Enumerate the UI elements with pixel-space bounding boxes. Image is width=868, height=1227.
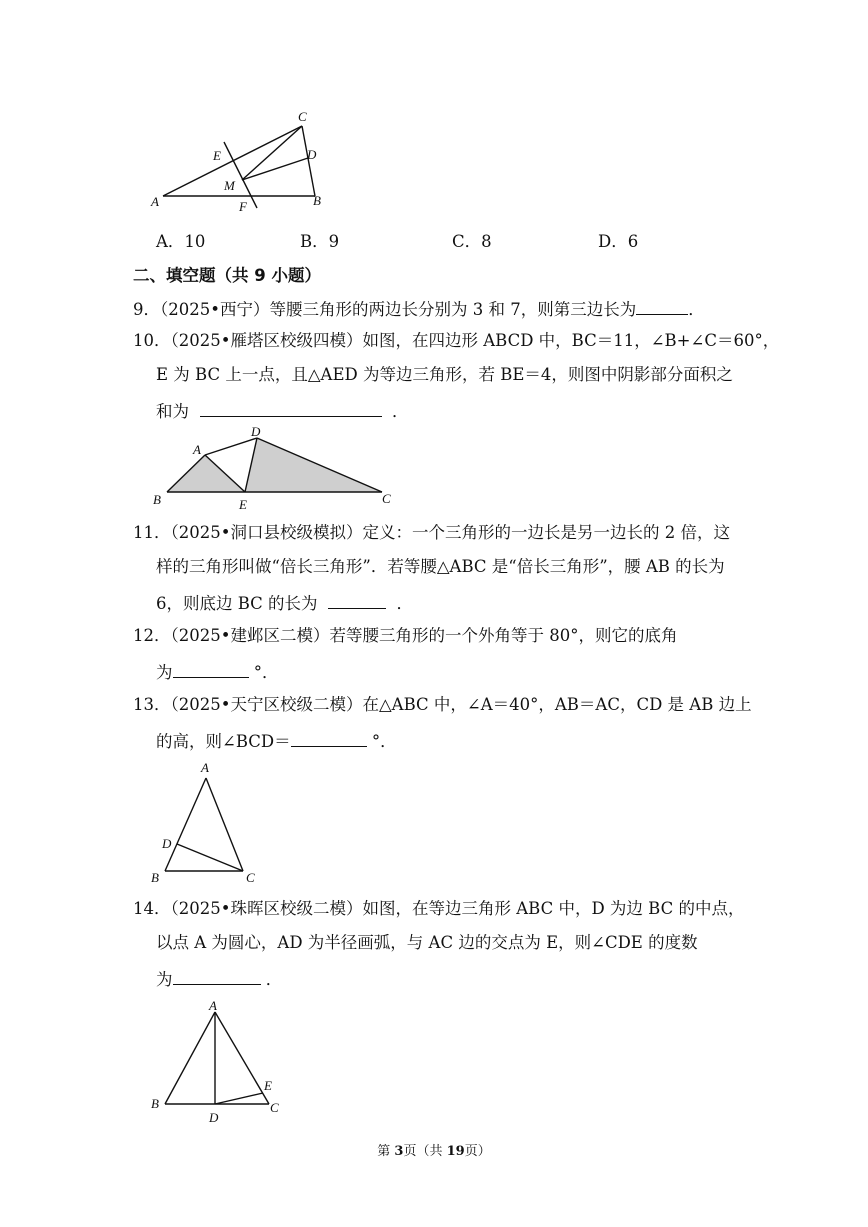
question-13-line1: 13．（2025•天宁区校级二模）在△ABC 中，∠A＝40°，AB＝AC，CD 是 AB 边上 — [133, 695, 752, 714]
fig14-label-c: C — [270, 1100, 279, 1115]
answer-blank[interactable] — [200, 398, 382, 417]
fig14-label-b: B — [151, 1096, 159, 1111]
fig13-label-b: B — [151, 870, 159, 885]
total-pages: 19 — [446, 1144, 465, 1159]
question-14-line2: 以点 A 为圆心，AD 为半径画弧，与 AC 边的交点为 E，则∠CDE 的度数 — [156, 933, 698, 952]
fig8-label-m: M — [224, 178, 235, 193]
page-footer: 第 3页（共 19页） — [377, 1144, 491, 1159]
fig8-label-f: F — [239, 199, 247, 214]
figure-q8 — [145, 108, 325, 216]
question-14-line1: 14．（2025•珠晖区校级二模）如图，在等边三角形 ABC 中，D 为边 BC 的中点， — [133, 899, 745, 918]
question-10-line1: 10．（2025•雁塔区校级四模）如图，在四边形 ABCD 中，BC＝11，∠B+∠C＝60°， — [133, 331, 780, 350]
question-9: 9．（2025•西宁）等腰三角形的两边长分别为 3 和 7，则第三边长为 ． — [133, 296, 705, 321]
option-d: D．6 — [598, 232, 639, 251]
answer-blank[interactable] — [636, 296, 688, 315]
question-10-line3: 和为 ． — [156, 398, 409, 423]
fig14-label-d: D — [209, 1110, 219, 1125]
fig13-label-c: C — [246, 870, 255, 885]
question-11-line3: 6，则底边 BC 的长为 ． — [156, 590, 413, 615]
fig14-label-a: A — [209, 998, 217, 1013]
fig8-label-d: D — [307, 147, 317, 162]
fig13-label-a: A — [201, 760, 209, 775]
question-13-line2: 的高，则∠BCD＝ °． — [156, 728, 397, 753]
fig10-label-b: B — [153, 492, 161, 507]
question-14-line3: 为 ． — [156, 966, 282, 991]
question-11-line1: 11．（2025•洞口县校级模拟）定义：一个三角形的一边长是另一边长的 2 倍，这 — [133, 523, 730, 542]
figure-q10 — [145, 422, 400, 514]
fig8-label-c: C — [298, 109, 307, 124]
fig10-label-d: D — [251, 424, 261, 439]
fig14-label-e: E — [264, 1078, 272, 1093]
section-title: 二、填空题（共 9 小题） — [133, 266, 321, 285]
answer-blank[interactable] — [291, 728, 367, 747]
answer-blank[interactable] — [173, 966, 261, 985]
fig13-label-d: D — [162, 836, 172, 851]
fig8-label-e: E — [213, 148, 221, 163]
fig10-label-c: C — [382, 491, 391, 506]
fig8-label-a: A — [151, 194, 159, 209]
question-12-line2: 为 °． — [156, 659, 279, 684]
figure-q14 — [145, 998, 290, 1126]
option-c: C．8 — [452, 232, 492, 251]
question-11-line2: 样的三角形叫做“倍长三角形”．若等腰△ABC 是“倍长三角形”，腰 AB 的长为 — [156, 557, 725, 576]
answer-blank[interactable] — [328, 590, 386, 609]
question-10-line2: E 为 BC 上一点，且△AED 为等边三角形，若 BE＝4，则图中阴影部分面积之 — [156, 365, 733, 384]
question-12-line1: 12．（2025•建邺区二模）若等腰三角形的一个外角等于 80°，则它的底角 — [133, 626, 678, 645]
current-page: 3 — [394, 1144, 404, 1159]
fig10-label-a: A — [193, 442, 201, 457]
answer-blank[interactable] — [173, 659, 249, 678]
fig10-label-e: E — [239, 497, 247, 512]
fig8-label-b: B — [313, 193, 321, 208]
figure-q13 — [145, 756, 265, 888]
option-a: A．10 — [156, 232, 206, 251]
option-b: B．9 — [300, 232, 340, 251]
